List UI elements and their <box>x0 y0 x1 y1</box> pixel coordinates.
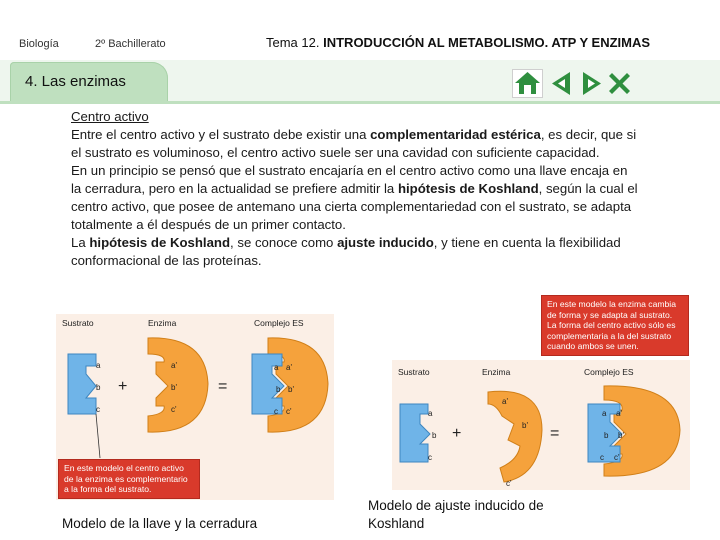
p2-bold-1: hipótesis de Koshland <box>397 181 539 196</box>
fig-left-site-c: c <box>96 405 100 414</box>
p3-bold-1: hipótesis de Koshland <box>89 235 231 250</box>
fig-right-complex-site-c: c <box>600 453 604 462</box>
fig-left-label-substrate: Sustrato <box>62 318 94 328</box>
fig-left-site-b2: b' <box>171 383 177 392</box>
content-heading: Centro activo <box>71 109 149 124</box>
fig-left-complex-substrate <box>252 354 284 414</box>
caption-lock-key: Modelo de la llave y la cerradura <box>62 516 258 531</box>
fig-left-note: En este modelo el centro activo de la enzima es complementario a la forma del sustrato. <box>58 459 200 499</box>
fig-left-site-c2: c' <box>171 405 177 414</box>
p1-text-1: Entre el centro activo y el sustrato debe existir una <box>71 127 371 142</box>
fig-left-complex-site-b2: b' <box>288 385 294 394</box>
fig-right-site-b: b <box>432 431 437 440</box>
fig-right-label-complex: Complejo ES <box>584 367 634 377</box>
fig-left-equals: = <box>218 378 228 395</box>
fig-left-label-enzyme: Enzima <box>148 318 177 328</box>
fig-right-complex-site-a2: a' <box>616 409 622 418</box>
fig-right-site-b2: b' <box>522 421 528 430</box>
fig-left-site-a2: a' <box>171 361 177 370</box>
course-label: 2º Bachillerato <box>95 38 166 50</box>
home-icon[interactable] <box>512 69 543 98</box>
fig-left-complex-site-b: b <box>276 385 281 394</box>
fig-right-equals: = <box>550 425 560 442</box>
fig-right-complex-site-b2: b' <box>618 431 624 440</box>
caption-induced-fit: Modelo de ajuste inducido de Koshland <box>368 498 544 531</box>
section-rule <box>0 101 720 104</box>
p3-bold-2: ajuste inducido <box>337 235 434 250</box>
p3-text-1: La <box>71 235 90 250</box>
topic-name: INTRODUCCIÓN AL METABOLISMO. ATP Y ENZIMAS <box>323 35 651 50</box>
fig-left-site-a: a <box>96 361 101 370</box>
p1-text-2: , es decir, que si el sustrato es voluminoso, el centro activo suele ser una cavidad con suficiente capacidad. <box>71 127 637 160</box>
paragraph-2 <box>71 162 641 234</box>
fig-left-substrate-shape <box>68 354 96 414</box>
fig-right-complex-site-a: a <box>602 409 607 418</box>
content-text <box>71 108 641 270</box>
fig-left-plus: + <box>118 378 128 395</box>
fig-right-site-c2: c' <box>506 479 512 488</box>
fig-left-label-complex: Complejo ES <box>254 318 304 328</box>
close-icon[interactable] <box>606 70 633 97</box>
p3-text-2: , se conoce como <box>230 235 338 250</box>
fig-left-site-b: b <box>96 383 101 392</box>
fig-left-complex-site-a2: a' <box>286 363 292 372</box>
prev-icon[interactable] <box>549 70 574 97</box>
fig-left-complex-site-c2: c' <box>286 407 292 416</box>
paragraph-3 <box>71 234 641 270</box>
fig-right-site-a: a <box>428 409 433 418</box>
induced-fit-figure <box>392 360 690 490</box>
p2-text-2: , según la cual el centro activo, que posee de antemano una cierta complementariedad con el sustrato, se adapta totalmente a él después de un primer contacto. <box>71 181 638 232</box>
fig-left-complex-site-a: a <box>274 363 279 372</box>
p1-bold-1: complementaridad estérica <box>370 127 541 142</box>
p3-text-3: , y tiene en cuenta la flexibilidad conformacional de las proteínas. <box>71 235 621 268</box>
fig-right-complex-site-c2: c' <box>614 453 620 462</box>
fig-right-label-substrate: Sustrato <box>398 367 430 377</box>
p2-text-1: En un principio se pensó que el sustrato encajaría en el centro activo como una llave encaja en la cerradura, pero en la actualidad se prefiere admitir la <box>71 163 628 196</box>
topic-title <box>266 35 650 50</box>
section-tab <box>10 62 168 102</box>
section-tab-label: 4. Las enzimas <box>25 73 126 90</box>
fig-right-plus: + <box>452 425 462 442</box>
subject-label: Biología <box>19 38 59 50</box>
fig-right-note: En este modelo la enzima cambia de forma y se adapta al sustrato. La forma del centro activo sólo es complementaria a la del sustrato cuando ambos se unen. <box>541 295 689 356</box>
fig-right-site-c: c <box>428 453 432 462</box>
topic-prefix: Tema 12. <box>266 35 320 50</box>
fig-right-substrate-shape <box>400 404 430 462</box>
paragraph-1 <box>71 126 641 162</box>
next-icon[interactable] <box>579 70 604 97</box>
fig-right-label-enzyme: Enzima <box>482 367 511 377</box>
fig-right-site-a2: a' <box>502 397 508 406</box>
fig-left-complex-site-c: c <box>274 407 278 416</box>
fig-right-complex-site-b: b <box>604 431 609 440</box>
